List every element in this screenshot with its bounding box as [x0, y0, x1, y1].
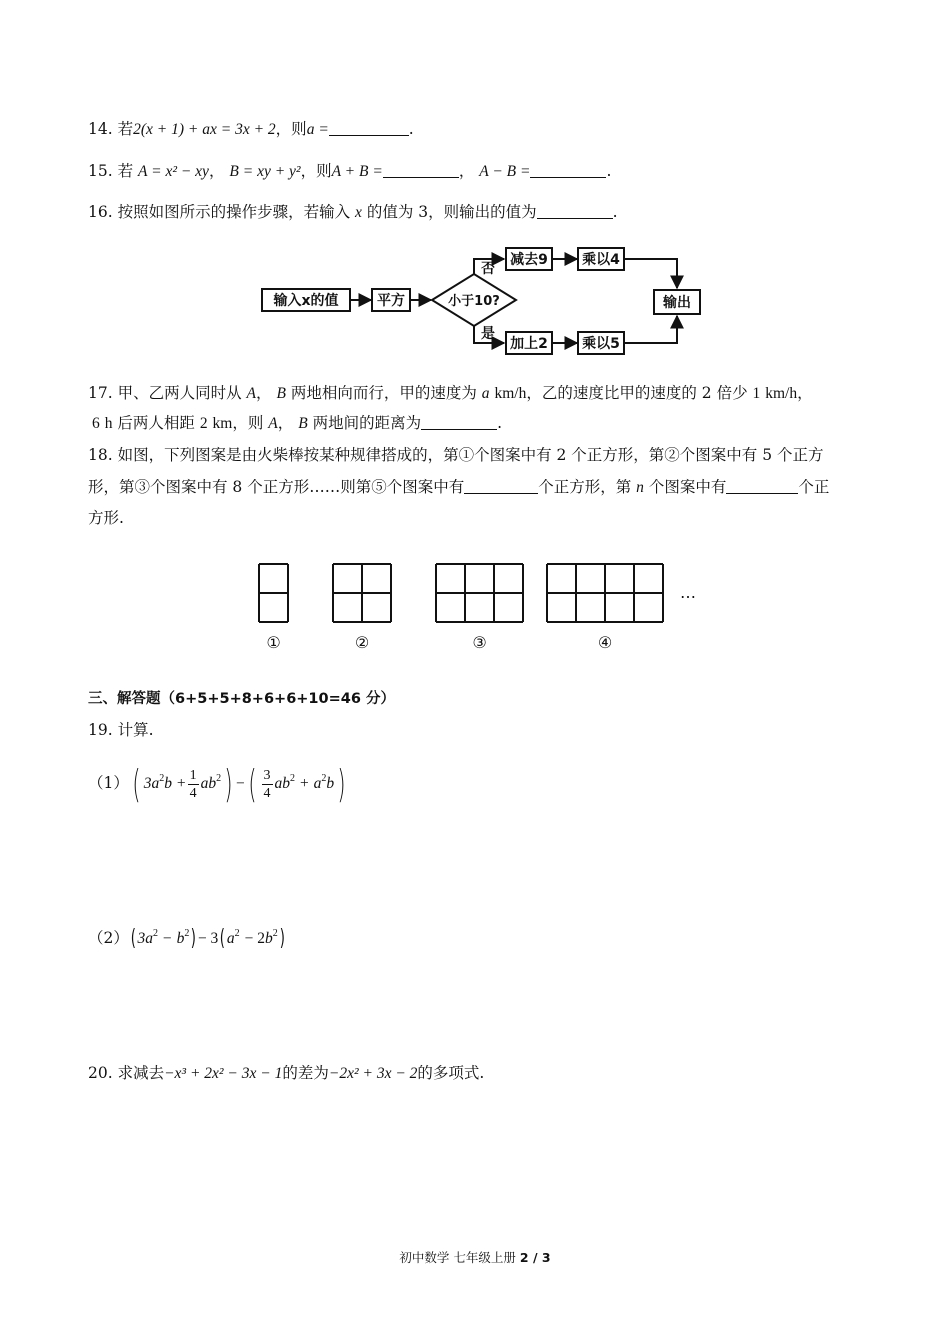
pattern-label-2: ② — [354, 633, 370, 652]
flow-output-label: 输出 — [663, 295, 691, 311]
question-17-line-1: 17. 甲、乙两人同时从 A， B 两地相向而行，甲的速度为 a km/h，乙的速度比甲的速度的 2 倍少 1 km/h， — [88, 384, 813, 402]
question-18-line-3: 方形. — [88, 509, 124, 527]
flow-square-label: 平方 — [377, 293, 405, 309]
flow-sub9-label: 减去9 — [510, 252, 548, 268]
q14-mid: ，则 — [275, 120, 307, 138]
q14-equation: 2(x + 1) + ax = 3x + 2 — [133, 121, 276, 138]
q15-diff-label: A − B = — [479, 163, 531, 180]
matchstick-pattern-2 — [333, 564, 391, 622]
flow-decision-label: 小于10? — [448, 294, 500, 309]
q14-number: 14. — [88, 120, 113, 138]
page-footer — [0, 1248, 950, 1266]
pattern-label-4: ④ — [597, 633, 613, 652]
q15-sum-label: A + B = — [331, 163, 383, 180]
flow-yes-label: 是 — [481, 326, 495, 342]
flow-add2-label: 加上2 — [510, 336, 548, 352]
q14-variable: a = — [306, 121, 329, 138]
q18-blank-nth[interactable] — [726, 478, 798, 494]
question-18-line-1: 18. 如图，下列图案是由火柴棒按某种规律搭成的，第①个图案中有 2 个正方形，第②个图案中有 5 个正方 — [88, 446, 824, 464]
footer-text: 初中数学 七年级上册 — [399, 1250, 516, 1265]
section-3-title: 三、解答题（6+5+5+8+6+6+10=46 分） — [88, 691, 395, 707]
q20-polynomial-2: −2x² + 3x − 2 — [328, 1065, 418, 1082]
paren-left: ( — [132, 762, 141, 806]
question-19-title: 19. 计算. — [88, 721, 154, 739]
q18-blank-5th[interactable] — [464, 478, 538, 494]
pattern-label-3: ③ — [472, 633, 487, 652]
question-20: 20. 求减去−x³ + 2x² − 3x − 1的差为−2x² + 3x − 2的多项式. — [88, 1064, 485, 1082]
matchstick-pattern-1 — [259, 564, 288, 622]
question-15: 15. 若 A = x² − xy， B = xy + y²，则A + B = ， A − B = . — [88, 162, 612, 180]
footer-page-number: 2 / 3 — [519, 1250, 551, 1265]
q15-expression-a: A = x² − xy — [138, 163, 209, 180]
question-19-part-2: （2）( $3a^2 - b^2) - 3$( $a^2 - 2b^2$) — [88, 926, 285, 951]
question-16: 16. 按照如图所示的操作步骤，若输入 x 的值为 3，则输出的值为 . — [88, 203, 618, 221]
q15-expression-b: B = xy + y² — [229, 163, 301, 180]
question-19-part-1: （1）( $3a^2b$ + $\frac{1}{4}$ $ab^2$) −( $\frac{3}{4}$ $ab^2 + a^2b$) — [88, 762, 346, 806]
pattern-label-1: ① — [266, 633, 281, 652]
q14-prefix: 若 — [117, 120, 134, 138]
question-14: 14. 若2(x + 1) + ax = 3x + 2，则a = . — [88, 120, 414, 138]
q16-answer-blank[interactable] — [537, 203, 613, 219]
matchstick-pattern-4 — [547, 564, 663, 622]
matchstick-patterns — [250, 556, 710, 656]
q17-answer-blank[interactable] — [421, 414, 497, 430]
q14-answer-blank[interactable] — [329, 120, 409, 136]
flow-mul4-label: 乘以4 — [582, 252, 620, 268]
matchstick-pattern-3 — [436, 564, 523, 622]
flow-input-label: 输入x的值 — [273, 293, 339, 309]
flow-mul5-label: 乘以5 — [582, 336, 620, 352]
question-18-line-2: 形，第③个图案中有 8 个正方形……则第⑤个图案中有 个正方形，第 n 个图案中有 个正 — [88, 478, 830, 496]
q15-sum-blank[interactable] — [383, 162, 459, 178]
flow-no-label: 否 — [481, 261, 495, 277]
q15-diff-blank[interactable] — [530, 162, 606, 178]
flowchart-diagram — [248, 242, 718, 364]
q20-polynomial-1: −x³ + 2x² − 3x − 1 — [164, 1065, 283, 1082]
pattern-ellipsis: … — [680, 583, 696, 602]
question-17-line-2: 6 h 后两人相距 2 km，则 A， B 两地间的距离为 . — [92, 414, 503, 432]
